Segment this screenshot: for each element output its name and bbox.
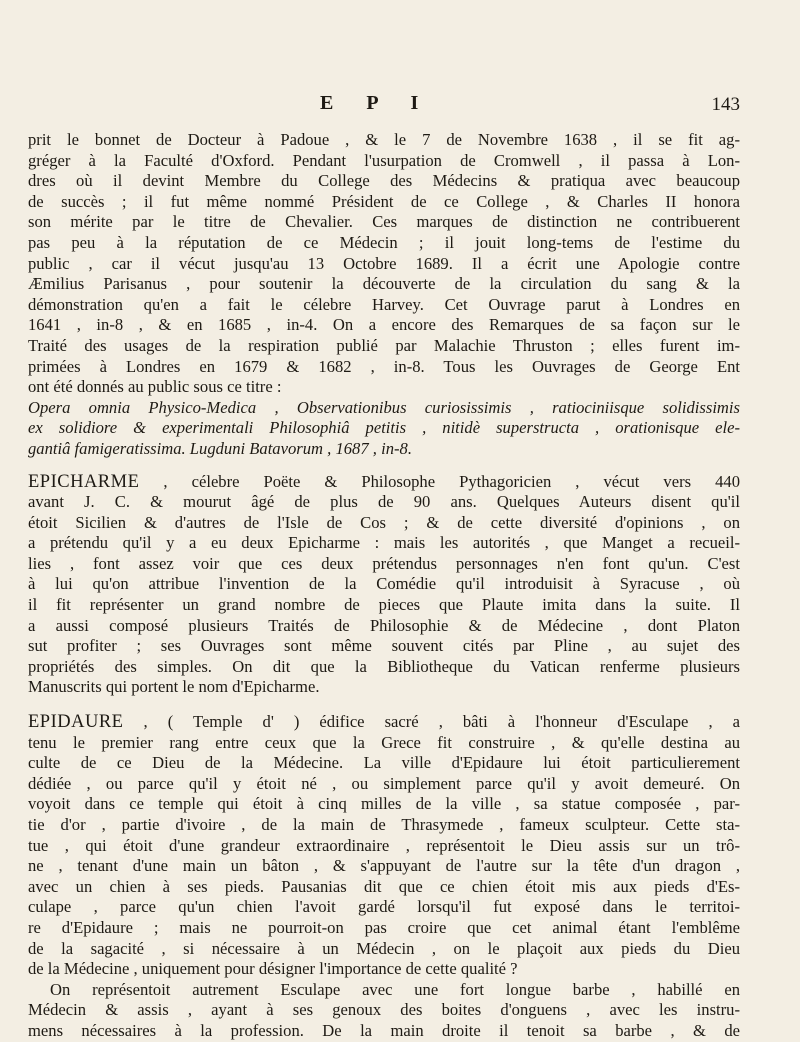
entry-headword: EPIDAURE bbox=[28, 712, 124, 733]
text-line: de la Médecine , uniquement pour désigner l'importance de cette qualité ? bbox=[28, 959, 518, 979]
text-line: Manuscrits qui portent le nom d'Epicharme. bbox=[28, 677, 320, 697]
text-line: re d'Epidaure ; mais ne pourroit-on pas croire que cet animal étant l'emblême bbox=[28, 917, 740, 937]
text-line: prit le bonnet de Docteur à Padoue , & le 7 de Novembre 1638 , il se fit ag- bbox=[28, 130, 740, 149]
page-number: 143 bbox=[711, 94, 740, 115]
latin-title-line: Opera omnia Physico-Medica , Observationibus curiosissimis , ratiociniisque solidissimis bbox=[28, 397, 740, 417]
text-line: tenu le premier rang entre ceux que la Grece fit construire , & qu'elle destina au bbox=[28, 732, 740, 752]
text-line: Médecin & assis , ayant à ses genoux des boites d'onguens , avec les instru- bbox=[28, 1000, 740, 1020]
body-text bbox=[28, 130, 740, 1042]
text-line: ont été donnés au public sous ce titre : bbox=[28, 377, 282, 397]
running-head bbox=[0, 92, 800, 122]
entry-epicharme bbox=[28, 472, 740, 699]
text-line: lies , font assez voir que ces deux prétendus personnages n'en font qu'un. C'est bbox=[28, 553, 740, 573]
text-line: ne , tenant d'une main un bâton , & s'appuyant de l'autre sur la tête d'un dragon , bbox=[28, 856, 740, 876]
text-line: Traité des usages de la respiration publié par Malachie Thruston ; elles furent im- bbox=[28, 335, 740, 355]
text-line: a aussi composé plusieurs Traités de Philosophie & de Médecine , dont Platon bbox=[28, 615, 740, 635]
text-fragment: , ( Temple d' ) édifice sacré , bâti à l'honneur d'Esculape , a bbox=[123, 712, 740, 732]
text-line: étoit Sicilien & d'autres de l'Isle de Cos ; & de cette diversité d'opinions , on bbox=[28, 512, 740, 532]
text-line: tie d'or , partie d'ivoire , de la main de Thrasymede , fameux sculpteur. Cette sta- bbox=[28, 815, 740, 834]
entry-epidaure bbox=[28, 712, 740, 980]
running-head-title: E P I bbox=[320, 92, 433, 114]
text-fragment: , célebre Poëte & Philosophe Pythagoricien , vécut vers 440 bbox=[139, 471, 740, 491]
text-line: mens nécessaires à la profession. De la main droite il tenoit sa barbe , & de bbox=[28, 1020, 740, 1040]
text-line: tue , qui étoit d'une grandeur extraordinaire , représentoit le Dieu assis sur un trô- bbox=[28, 835, 740, 855]
text-line: public , car il vécut jusqu'au 13 Octobre 1689. Il a écrit une Apologie contre bbox=[28, 253, 740, 273]
text-line: de succès ; il fut même nommé Président de ce College , & Charles II honora bbox=[28, 191, 740, 211]
text-line: démonstration qu'en a fait le célebre Harvey. Cet Ouvrage parut à Londres en bbox=[28, 294, 740, 314]
text-line bbox=[28, 472, 740, 493]
text-line: de la sagacité , si nécessaire à un Médecin , on le plaçoit aux pieds du Dieu bbox=[28, 938, 740, 958]
text-line: il fit représenter un grand nombre de pieces que Plaute imita dans la suite. Il bbox=[28, 595, 740, 615]
latin-title-line: ex solidiore & experimentali Philosophiâ petitis , nitidè superstructa , orationisque ele- bbox=[28, 418, 740, 438]
text-line bbox=[28, 712, 740, 733]
text-line: culte de ce Dieu de la Médecine. La ville d'Epidaure lui étoit particulierement bbox=[28, 753, 740, 773]
text-line: a prétendu qu'il y a eu deux Epicharme : mais les autorités , que Manget a recueil- bbox=[28, 533, 740, 553]
text-line: On représentoit autrement Esculape avec une fort longue barbe , habillé en bbox=[50, 979, 740, 999]
text-line: culape , parce qu'un chien l'avoit gardé lorsqu'il fut exposé dans le territoi- bbox=[28, 897, 740, 917]
text-line: 1641 , in-8 , & en 1685 , in-4. On a encore des Remarques de sa façon sur le bbox=[28, 315, 740, 335]
text-line: voyoit dans ce temple qui étoit à cinq milles de la ville , sa statue composée , par- bbox=[28, 794, 740, 814]
text-line: primées à Londres en 1679 & 1682 , in-8. Tous les Ouvrages de George Ent bbox=[28, 356, 740, 376]
paragraph-epidaure-continued bbox=[28, 980, 740, 1042]
text-line: propriétés des simples. On dit que la Bibliotheque du Vatican renferme plusieurs bbox=[28, 656, 740, 676]
text-line: pas peu à la réputation de ce Médecin ; il jouit long-tems de l'estime du bbox=[28, 232, 740, 252]
text-line: son mérite par le titre de Chevalier. Ces marques de distinction ne contribuerent bbox=[28, 212, 740, 232]
text-line: à lui qu'on attribue l'invention de la Comédie qu'il introduisit à Syracuse , où bbox=[28, 574, 740, 594]
text-line: avant J. C. & mourut âgé de plus de 90 ans. Quelques Auteurs disent qu'il bbox=[28, 492, 740, 512]
paragraph-ent-continuation bbox=[28, 130, 740, 460]
entry-headword: EPICHARME bbox=[28, 471, 140, 492]
text-line: avec un chien à ses pieds. Pausanias dit que ce chien étoit mis aux pieds d'Es- bbox=[28, 876, 740, 896]
text-line: dres où il devint Membre du College des Médecins & pratiqua avec beaucoup bbox=[28, 171, 740, 191]
latin-title-line: gantiâ famigeratissima. Lugduni Batavorum , 1687 , in-8. bbox=[28, 438, 412, 458]
text-line: dédiée , ou parce qu'il y étoit né , ou simplement parce qu'il y avoit demeuré. On bbox=[28, 773, 740, 793]
text-line: sut profiter ; ses Ouvrages sont même souvent cités par Pline , au sujet des bbox=[28, 636, 740, 656]
text-line: Æmilius Parisanus , pour soutenir la découverte de la circulation du sang & la bbox=[28, 274, 740, 294]
text-line: gréger à la Faculté d'Oxford. Pendant l'usurpation de Cromwell , il passa à Lon- bbox=[28, 150, 740, 170]
